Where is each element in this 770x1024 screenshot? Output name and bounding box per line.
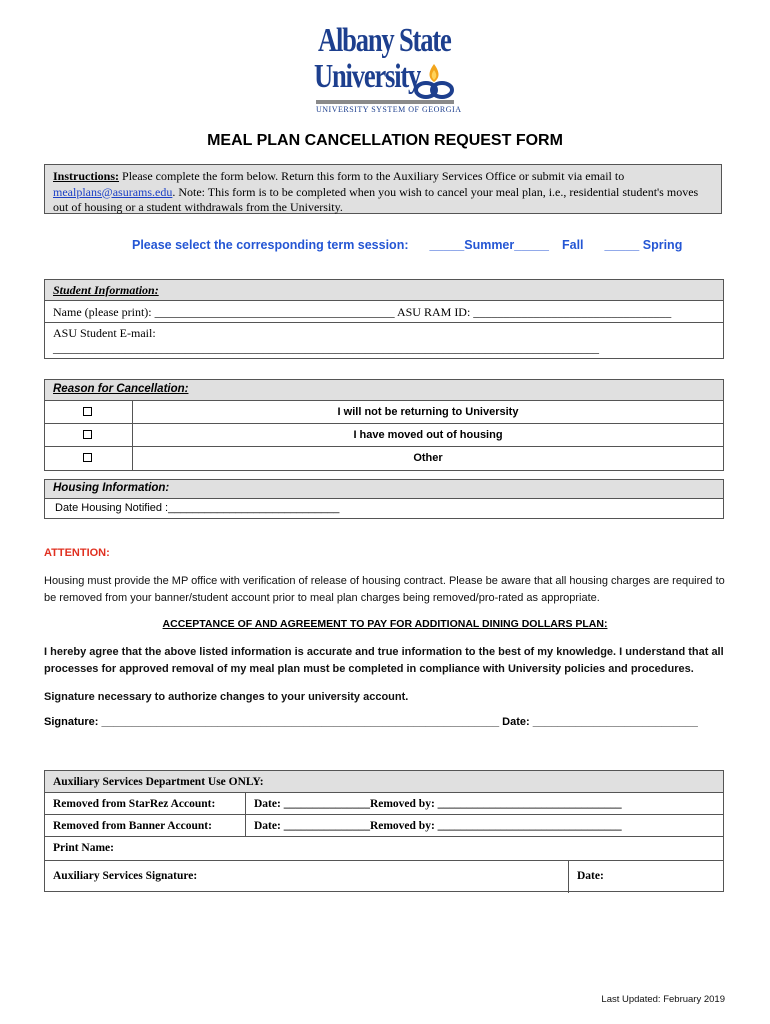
starrez-row [45, 793, 723, 815]
email-link[interactable]: mealplans@asurams.edu [53, 184, 173, 199]
reason-option-label: I will not be returning to University [337, 406, 519, 418]
aux-signature-row [45, 861, 723, 893]
last-updated: Last Updated: February 2019 [601, 994, 725, 1005]
name-ramid-row [45, 301, 723, 323]
instructions-text-2: . Note: This form is to be completed when you wish to cancel your meal plan, i.e., residential student's moves out of housing or a student withdrawals from the University. [53, 184, 699, 214]
reason-checkbox-cell [45, 424, 133, 446]
starrez-fields[interactable]: Date: _______________Removed by: ________________________________ [254, 798, 622, 810]
print-name-field[interactable]: Print Name: [45, 837, 723, 861]
agreement-text: I hereby agree that the above listed information is accurate and true information to the best of my knowledge. I understand that all processes for approved removal of my meal plan must be completed in compliance with University policies and procedures. [44, 646, 724, 675]
student-information-section [44, 279, 724, 359]
checkbox[interactable] [83, 453, 92, 462]
banner-fields[interactable]: Date: _______________Removed by: ________________________________ [254, 820, 622, 832]
email-row [45, 323, 723, 359]
reason-checkbox-cell [45, 447, 133, 470]
banner-label: Removed from Banner Account: [45, 815, 246, 836]
reason-option-label: I have moved out of housing [353, 429, 503, 441]
reason-section [44, 379, 724, 471]
term-fall[interactable]: Fall [561, 238, 584, 252]
term-spring[interactable]: Spring [642, 238, 683, 252]
attention-text: Housing must provide the MP office with verification of release of housing contract. Please be aware that all housing charges are required to be removed from your banner/student account prior to meal plan charges being removed/pro-rated as appropriate. [44, 575, 725, 604]
logo-divider [316, 100, 454, 104]
reason-checkbox-cell [45, 401, 133, 423]
starrez-label: Removed from StarRez Account: [45, 793, 246, 814]
signature-date-line[interactable]: Signature: _________________________________________________________________ Date: ___________________________ [44, 716, 698, 728]
university-logo [312, 20, 462, 120]
term-summer[interactable]: _____Summer_____ [429, 238, 550, 252]
logo-line-1: Albany State [318, 22, 451, 59]
checkbox[interactable] [83, 407, 92, 416]
student-info-header: Student Information: [45, 280, 723, 301]
form-title: MEAL PLAN CANCELLATION REQUEST FORM [207, 132, 563, 149]
attention-label: ATTENTION: [44, 547, 110, 559]
checkbox[interactable] [83, 430, 92, 439]
logo-tagline: UNIVERSITY SYSTEM OF GEORGIA [316, 105, 462, 114]
acceptance-heading: ACCEPTANCE OF AND AGREEMENT TO PAY FOR ADDITIONAL DINING DOLLARS PLAN: [162, 618, 608, 630]
banner-row [45, 815, 723, 837]
housing-date-field[interactable]: Date Housing Notified :____________________________ [55, 502, 340, 514]
term-prompt: Please select the corresponding term session: [132, 238, 409, 252]
flame-ram-emblem-icon [412, 62, 456, 102]
term-spring-blank[interactable]: _____ [604, 238, 640, 252]
aux-date-field[interactable]: Date: [577, 870, 604, 882]
housing-header: Housing Information: [45, 480, 723, 499]
logo-line-2: University [314, 58, 421, 95]
instructions-box [44, 164, 722, 214]
reason-option [45, 447, 723, 470]
auxiliary-services-section [44, 770, 724, 892]
ram-id-field[interactable]: ASU RAM ID: _________________________________ [396, 305, 672, 319]
name-field[interactable]: Name (please print): ________________________________________ [53, 305, 395, 319]
signature-note: Signature necessary to authorize changes to your university account. [44, 691, 409, 703]
housing-section [44, 479, 724, 519]
student-email-label: ASU Student E-mail: [53, 326, 156, 340]
instructions-label: Instructions: [53, 169, 120, 183]
student-email-field[interactable]: ___________________________________________________________________________________________ [53, 341, 599, 355]
reason-option [45, 401, 723, 424]
reason-option [45, 424, 723, 447]
aux-signature-field[interactable]: Auxiliary Services Signature: [45, 861, 569, 893]
instructions-text-1: Please complete the form below. Return this form to the Auxiliary Services Office or submit via email to [119, 169, 625, 183]
term-selection [132, 238, 682, 252]
reason-header: Reason for Cancellation: [45, 380, 723, 401]
aux-header: Auxiliary Services Department Use ONLY: [45, 771, 723, 793]
reason-option-label: Other [413, 452, 443, 464]
